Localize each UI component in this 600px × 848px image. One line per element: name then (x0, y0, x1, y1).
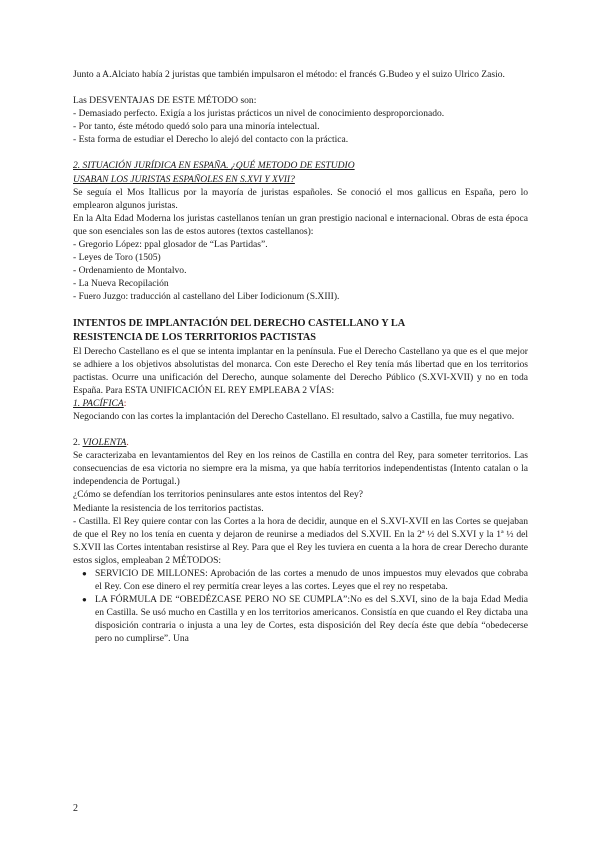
method-item: ● LA FÓRMULA DE “OBEDÉZCASE PERO NO SE CUMPLA”:No es del S.XVI, sino de la baja Edad Media en Castilla. Se usó mucho en Castilla y en los territorios americanos. Consistía en que cuando el Rey dictaba una disposición contraria o injusta a una ley de Cortes, esta disposición del Rey decía éste que debía “obedecerse pero no cumplirse”. Una (73, 593, 528, 645)
work-item: - Gregorio López: ppal glosador de “Las Partidas”. (73, 239, 268, 251)
disadvantage-item: - Esta forma de estudiar el Derecho lo alejó del contacto con la práctica. (73, 134, 349, 146)
section2-paragraph: Se seguía el Mos Itallicus por la mayoría de juristas españoles. Se conoció el mos gallicus en España, pero lo emplearon algunos juristas. (73, 186, 528, 211)
intro-paragraph: Junto a A.Alciato había 2 juristas que también impulsaron el método: el francés G.Budeo y el suizo Ulrico Zasio. (73, 69, 505, 80)
way2-punct: . (126, 437, 129, 449)
answer-line: Mediante la resistencia de los territorios pactistas. (73, 502, 264, 514)
way1-label-text: 1. PACÍFICA (73, 397, 124, 409)
section2-heading-line1: 2. SITUACIÓN JURÍDICA EN ESPAÑA. ¿QUÉ METODO DE ESTUDIO (73, 160, 355, 172)
page-number: 2 (73, 803, 78, 814)
work-item: - La Nueva Recopilación (73, 278, 169, 290)
section3-heading (73, 317, 528, 345)
disadvantage-item: - Por tanto, éste método quedó solo para una minoría intelectual. (73, 121, 320, 133)
way2-label (73, 436, 528, 449)
disadvantage-item: - Demasiado perfecto. Exigía a los juristas prácticos un nivel de conocimiento desproporcionado. (73, 108, 445, 120)
work-item: - Fuero Juzgo: traducción al castellano del Liber Iodicionum (S.XIII). (73, 291, 340, 303)
way1-label (73, 397, 528, 410)
way2-paragraph: Se caracterizaba en levantamientos del Rey en los reinos de Castilla en contra del Rey, para someter territorios. Las consecuencias de esa victoria no siempre era la misma, ya que había territorios independentistas (Intento catalan o la independencia de Portugal.) (73, 450, 528, 488)
method-item: ● SERVICIO DE MILLONES: Aprobación de las cortes a menudo de unos impuestos muy elevados que cobraba el Rey. Con ese dinero el rey permitía crear leyes a las cortes. Leyes que el rey no respetaba. (73, 567, 528, 593)
question-line: ¿Cómo se defendían los territorios peninsulares ante estos intentos del Rey? (73, 489, 364, 501)
section3-heading-line1: INTENTOS DE IMPLANTACIÓN DEL DERECHO CASTELLANO Y LA (73, 317, 406, 329)
section3-heading-line2: RESISTENCIA DE LOS TERRITORIOS PACTISTAS (73, 331, 317, 343)
disadvantages-title: Las DESVENTAJAS DE ESTE MÉTODO son: (73, 95, 257, 107)
way1-paragraph: Negociando con las cortes la implantación del Derecho Castellano. El resultado, salvo a Castilla, fue muy negativo. (73, 410, 515, 422)
way2-label-text: VIOLENTA (82, 437, 127, 449)
way1-punct: : (123, 397, 127, 409)
section3-paragraph: El Derecho Castellano es el que se intenta implantar en la península. Fue el Derecho Castellano ya que es el que mejor se adhiere a los objetivos absolutistas del monarca. Con este Derecho el Rey tenía más libertad que en los territorios pactistas. Ocurre una unificación del Derecho, aunque solamente del Derecho Público (S.XVI-XVII) y no en toda España. Para ESTA UNIFICACIÓN EL REY EMPLEABA 2 VÍAS: (73, 345, 528, 396)
section2-heading-line2: USABAN LOS JURISTAS ESPAÑOLES EN S.XVI Y XVII? (73, 173, 295, 185)
methods-list (73, 567, 528, 646)
section2-heading (73, 159, 528, 185)
page-content (73, 68, 528, 646)
castilla-paragraph: - Castilla. El Rey quiere contar con las Cortes a la hora de decidir, aunque en el S.XVI-XVII en las Cortes se quejaban de que el Rey no los tenía en cuenta y dejaron de reunirse a mediados del S.XVII. En la 2ª ½ del S.XVI y la 1ª ½ del S.XVII las Cortes intentaban resistirse al Rey. Para que el Rey les tuviera en cuenta a la hora de crear Derecho durante estos siglos, empleaban 2 MÉTODOS: (73, 515, 528, 566)
work-item: - Ordenamiento de Montalvo. (73, 265, 187, 277)
work-item: - Leyes de Toro (1505) (73, 252, 161, 264)
way2-number: 2. (73, 437, 83, 449)
section2-paragraph: En la Alta Edad Moderna los juristas castellanos tenían un gran prestigio nacional e internacional. Obras de esta época que son esenciales son las de estos autores (textos castellanos): (73, 212, 528, 237)
